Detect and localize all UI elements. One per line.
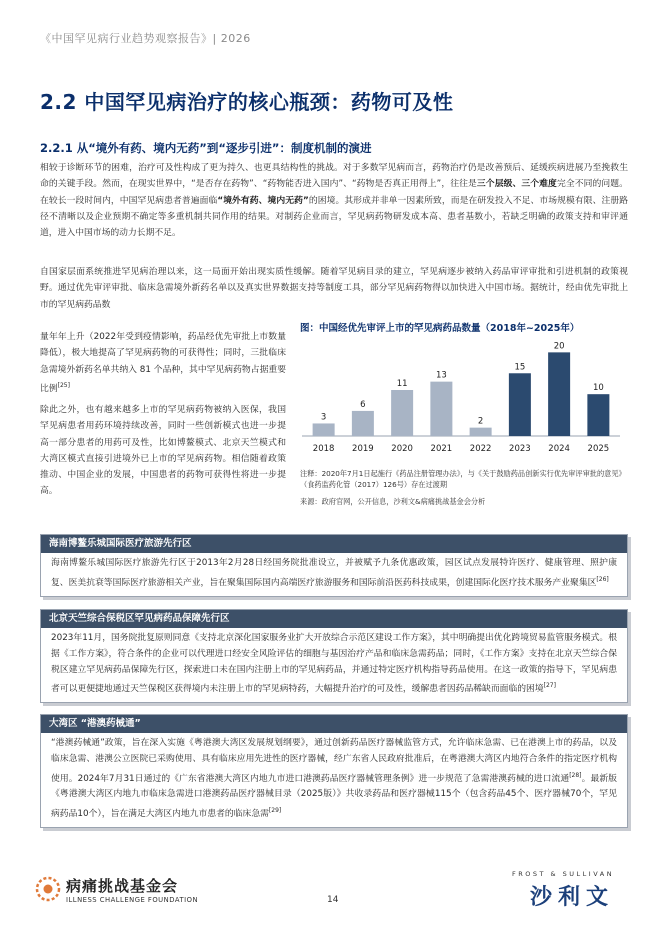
paragraph-2-left bbox=[40, 329, 286, 397]
info-box-beijing bbox=[40, 609, 628, 703]
x-tick-2019: 2019 bbox=[352, 444, 374, 454]
bar-2021 bbox=[430, 382, 452, 436]
chart-title: 图：中国经优先审评上市的罕见病药品数量（2018年~2025年） bbox=[300, 323, 580, 334]
value-label-2025: 10 bbox=[592, 383, 604, 394]
bar-2023 bbox=[509, 373, 531, 436]
bar-2020 bbox=[391, 390, 413, 436]
box-body-gba bbox=[41, 733, 627, 827]
bar-2022 bbox=[470, 428, 492, 436]
value-label-2019: 6 bbox=[360, 399, 366, 410]
frost-sullivan-logo-cn: 沙利文 bbox=[530, 884, 615, 910]
paragraph-3: 除此之外，也有越来越多上市的罕见病药物被纳入医保，我国罕见病患者用药环境持续改善，同时一些创新模式也进一步提高一部分患者的用药可及性，比如博鳌模式、北京天竺模式和大湾区模式直接引进境外已上市的罕见病药物。相信随着政策推动、中国企业的发展，中国患者的药物可获得性将进一步提高。 bbox=[40, 405, 286, 497]
p2-left-text: 量年年上升（2022年受到疫情影响，药品经优先审批上市数量降低），极大地提高了罕见病药物的可获得性；同时，三批临床急需境外新药名单共纳入 81 个品种，其中罕见病药物占据重要比例 bbox=[40, 332, 286, 394]
x-tick-2018: 2018 bbox=[312, 444, 335, 454]
info-box-hainan bbox=[40, 534, 628, 597]
reference-29: [29] bbox=[268, 807, 282, 815]
reference-27: [27] bbox=[543, 682, 556, 690]
value-label-2022: 2 bbox=[477, 416, 484, 427]
foundation-logo-icon bbox=[34, 875, 62, 903]
value-label-2018: 3 bbox=[320, 412, 327, 423]
x-tick-2020: 2020 bbox=[391, 444, 413, 454]
x-tick-2023: 2023 bbox=[509, 444, 531, 454]
box-title-gba: 大湾区 “港澳药械通” bbox=[41, 715, 627, 733]
box-title-beijing: 北京天竺综合保税区罕见病药品保障先行区 bbox=[41, 610, 627, 628]
chart-bars bbox=[313, 352, 610, 436]
value-label-2023: 15 bbox=[514, 362, 526, 373]
page-number: 14 bbox=[327, 895, 339, 905]
value-label-2020: 11 bbox=[396, 379, 408, 389]
box-body-text: 2023年11月，国务院批复原则同意《支持北京深化国家服务业扩大开放综合示范区建设工作方案》，其中明确提出优化跨境贸易监管服务模式。根据《工作方案》，符合条件的企业可以代理进口经安全风险评估的细胞与基因治疗产品和临床急需药品；同时，《工作方案》支持在北京天竺综合保税区建立罕见病药品保障先行区，探索进口未在国内注册上市的罕见病药品，并通过特定医疗机构指导药品使用。在这一政策的指导下，罕见病患者可以更便捷地通过天竺保税区获得境内未注册上市的罕见病特药，大幅提升治疗的可及性，缓解患者因药品稀缺而面临的困境 bbox=[51, 633, 617, 695]
info-box-gba bbox=[40, 714, 628, 828]
bar-2025 bbox=[587, 394, 609, 436]
frost-sullivan-logo-en: FROST & SULLIVAN bbox=[512, 870, 615, 878]
reference-28: [28] bbox=[569, 771, 582, 779]
p1-text-b: 完全不同的问题。在较长一段时间内，中国罕见病患者普遍面临 bbox=[40, 179, 628, 206]
box-body-text: “港澳药械通”政策，旨在深入实施《粤港澳大湾区发展规划纲要》，通过创新药品医疗器械监管方式，允许临床急需、已在港澳上市的药品，以及临床急需、港澳公立医院已采购使用、具有临床应用先进性的医疗器械，经广东省人民政府批准后，在粤港澳大湾区内地符合条件的指定医疗机构使用。2024年7月31日通过的《广东省港澳大湾区内地九市进口港澳药品医疗器械管理条例》进一步规范了急需港澳药械的进口流通 bbox=[51, 738, 617, 784]
box-body-hainan bbox=[41, 553, 627, 596]
foundation-name-cn: 病痛挑战基金会 bbox=[66, 877, 179, 895]
box-title-hainan: 海南博鳌乐城国际医疗旅游先行区 bbox=[41, 535, 627, 553]
chart-note: 注释：2020年7月1日起施行《药品注册管理办法》，与《关于鼓励药品创新实行优先审评审批的意见》（食药监药化管（2017）126号）存在过渡期 bbox=[300, 469, 626, 489]
x-tick-2025: 2025 bbox=[587, 444, 610, 454]
x-tick-2022: 2022 bbox=[469, 444, 492, 454]
reference-25: [25] bbox=[57, 381, 70, 389]
p1-text-c: 的困境。其形成并非单一因素所致，而是在研发投入不足、市场规模有限、注册路径不清晰以及企业预期不确定等多重机制共同作用的结果。对制药企业而言，罕见病药物研发成本高、患者基数小，若缺乏明确的政策支持和审评通道，进入中国市场的动力长期不足。 bbox=[40, 195, 628, 239]
chart-source: 来源：政府官网，公开信息，沙利文&病痛挑战基金会分析 bbox=[300, 497, 486, 506]
report-header: 《中国罕见病行业趋势观察报告》| 2026 bbox=[40, 32, 251, 45]
p1-text-a: 相较于诊断环节的困难，治疗可及性构成了更为持久、也更具结构性的挑战。对于多数罕见病而言，药物治疗仍是改善预后、延缓疾病进展乃至挽救生命的关键手段。然而，在现实世界中，“是否存在药物”、“药物能否进入国内”、“药物是否真正用得上”，往往是 bbox=[40, 163, 628, 190]
box-body-text: 海南博鳌乐城国际医疗旅游先行区于2013年2月28日经国务院批准设立，并被赋予九条优惠政策，园区试点发展特许医疗、健康管理、照护康复、医美抗衰等国际医疗旅游相关产业，旨在聚集国际国内高端医疗旅游服务和国际前沿医药科技成果，创建国际化医疗技术服务产业聚集区 bbox=[51, 558, 617, 588]
reference-26: [26] bbox=[596, 575, 609, 583]
bar-2019 bbox=[352, 411, 374, 436]
box-body-beijing bbox=[41, 628, 627, 702]
bar-2018 bbox=[313, 423, 335, 436]
box-body-text-2: 。最新版《粤港澳大湾区内地九市临床急需进口港澳药品医疗器械目录（2025版）》共收录药品和医疗器械115个（包含药品45个、医疗器械70个，罕见病药品10个），旨在满足大湾区内地九市患者的临床急需 bbox=[51, 773, 617, 820]
paragraph-2-top: 自国家层面系统推进罕见病治理以来，这一局面开始出现实质性缓解。随着罕见病目录的建立，罕见病逐步被纳入药品审评审批和引进机制的政策视野。通过优先审评审批、临床急需境外新药名单以及真实世界数据支持等制度工具，部分罕见病药物得以加快进入中国市场。据统计，经由优先审批上市的罕见病药品数 bbox=[40, 267, 628, 310]
x-tick-2024: 2024 bbox=[548, 444, 570, 454]
p1-bold-a: 三个层级、三个难度 bbox=[476, 179, 557, 190]
foundation-name-en: ILLNESS CHALLENGE FOUNDATION bbox=[66, 896, 199, 904]
bar-chart bbox=[296, 336, 626, 464]
x-tick-2021: 2021 bbox=[430, 444, 453, 454]
chart-x-tick-labels bbox=[313, 444, 609, 454]
p1-bold-b: “境外有药、境内无药” bbox=[217, 195, 309, 206]
bar-2024 bbox=[548, 352, 570, 436]
value-label-2021: 13 bbox=[435, 370, 447, 381]
value-label-2024: 20 bbox=[553, 341, 565, 352]
section-title: 2.2 中国罕见病治疗的核心瓶颈：药物可及性 bbox=[40, 90, 454, 114]
paragraph-1 bbox=[40, 160, 628, 241]
subsection-title: 2.2.1 从“境外有药、境内无药”到“逐步引进”：制度机制的演进 bbox=[40, 141, 372, 155]
